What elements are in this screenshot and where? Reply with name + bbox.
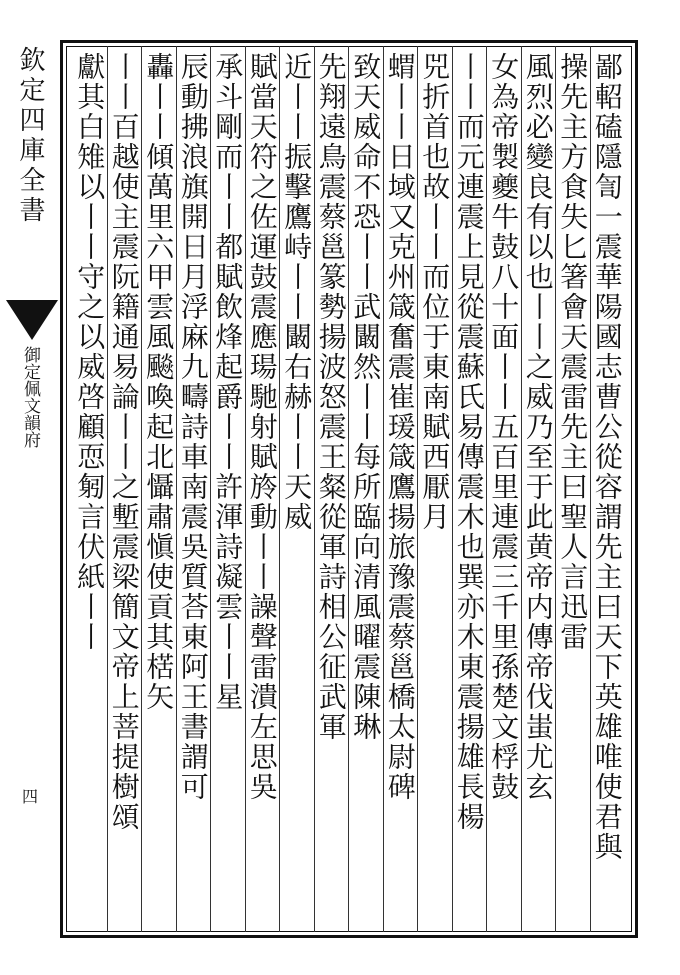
column-rule: [176, 46, 177, 932]
book-title: 欽定四庫全書: [15, 46, 45, 226]
column-rule: [590, 46, 591, 932]
text-column: 先翔遠鳥震蔡邕篆勢揚波怒震王粲從軍詩相公征武軍: [314, 52, 348, 742]
column-rule: [348, 46, 349, 932]
text-column: 丨丨而元連震上見從震蘇氏易傳震木也巽亦木東震揚雄長楊: [452, 52, 486, 832]
text-column: 辰動拂浪旗開日月浮麻九疇詩車南震吳質荅東阿王書謂可: [176, 52, 210, 802]
column-rule: [417, 46, 418, 932]
text-column: 鄙軺磕隱訇一震華陽國志曹公從容謂先主曰天下英雄唯使君與: [590, 52, 624, 862]
column-rule: [486, 46, 487, 932]
text-column: 賦當天符之佐運鼓震應瑒馳射賦旍動丨丨譟聲雷潰左思吳: [245, 52, 279, 802]
text-column: 操先主方食失匕箸會天震雷先主曰聖人言迅雷: [556, 52, 590, 652]
column-rule: [521, 46, 522, 932]
text-column: 女為帝製夔牛鼓八十面丨丨五百里連震三千里孫楚文桴鼓: [487, 52, 521, 802]
text-column: 風烈必變良有以也丨丨之威乃至于此黄帝内傳帝伐蚩尤玄: [521, 52, 555, 802]
column-rule: [555, 46, 556, 932]
text-column: 獻其白雉以丨丨守之以威啓顧恧匑言伏紙丨丨: [73, 52, 107, 652]
text-column: 致天威命不恐丨丨武闞然丨丨每所臨向清風曜震陳琳: [349, 52, 383, 742]
text-column: 近丨丨振擊鷹峙丨丨闞右赫丨丨天威: [280, 52, 314, 532]
text-column: 轟丨丨傾萬里六甲雲風飈喚起北懾肅愼使貢其楛矢: [142, 52, 176, 712]
column-rule: [141, 46, 142, 932]
text-column: 丨丨百越使主震阮籍通易論丨丨之塹震梁簡文帝上菩提樹頌: [107, 52, 141, 832]
margin-strip: [0, 40, 60, 938]
column-rule: [452, 46, 453, 932]
column-rule: [314, 46, 315, 932]
column-rule: [210, 46, 211, 932]
column-rule: [245, 46, 246, 932]
column-rule: [383, 46, 384, 932]
section-title: 御定佩文韻府: [20, 346, 40, 448]
column-rule: [107, 46, 108, 932]
fishtail-mark: [6, 300, 58, 340]
column-rule: [279, 46, 280, 932]
text-column: 承斗剛而丨丨都賦飲烽起爵丨丨許渾詩凝雲丨丨星: [211, 52, 245, 712]
page-number: 四: [21, 787, 38, 806]
text-column: 兕折首也故丨丨而位于東南賦西厭月: [418, 52, 452, 532]
text-column: 蝟丨丨日域又克州箴奮震崔瑗箴鷹揚旅豫震蔡邕橋太尉碑: [383, 52, 417, 802]
